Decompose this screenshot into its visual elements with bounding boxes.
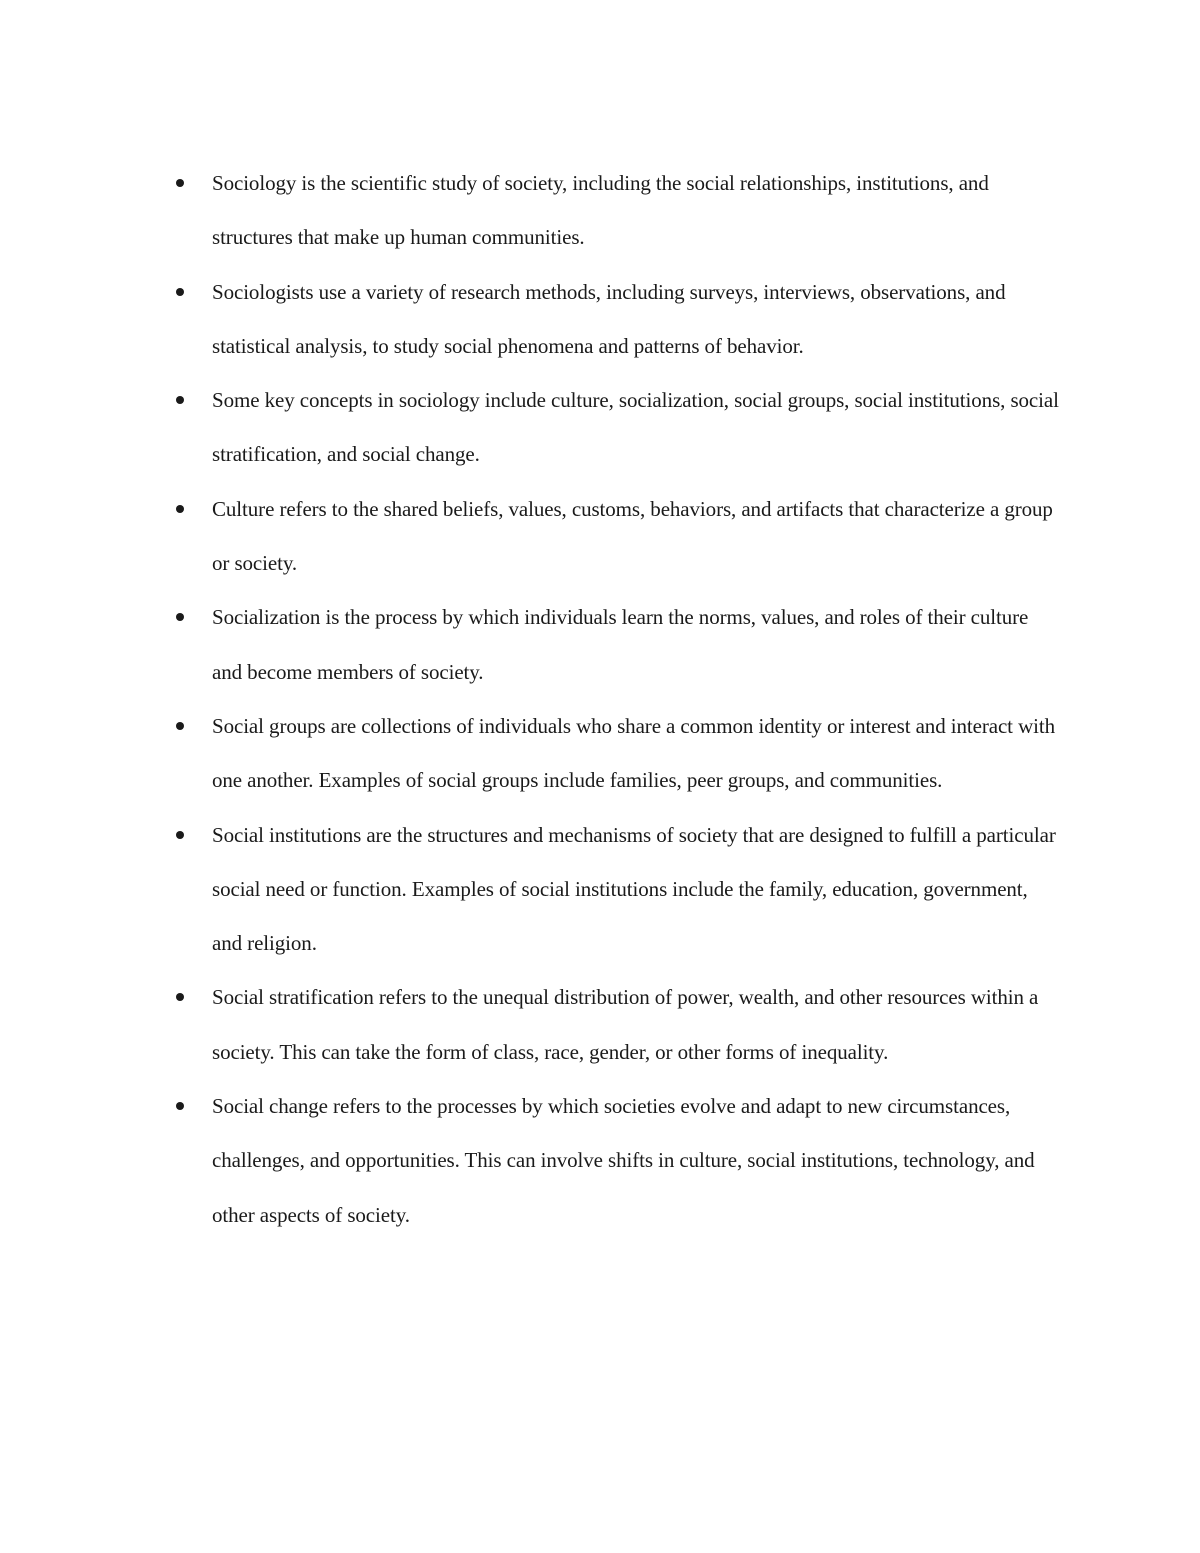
list-item-text: Sociology is the scientific study of society, including the social relationships, institutions, and structures that make up human communities. [212,171,989,250]
bullet-icon [176,613,184,621]
list-item-text: Social change refers to the processes by which societies evolve and adapt to new circumstances, challenges, and opportunities. This can involve shifts in culture, social institutions, technology, and other aspects of society. [212,1094,1035,1227]
list-item-text: Social institutions are the structures and mechanisms of society that are designed to fulfill a particular social need or function. Examples of social institutions include the family, education, government, and religion. [212,822,1056,956]
list-item [160,808,1060,971]
bullet-icon [176,722,184,730]
list-item-text: Culture refers to the shared beliefs, values, customs, behaviors, and artifacts that characterize a group or society. [212,496,1053,576]
list-item [160,156,1060,265]
list-item-text: Social groups are collections of individuals who share a common identity or interest and interact with one another. Examples of social groups include families, peer groups, and communities. [212,713,1055,793]
bullet-icon [176,505,184,513]
bullet-list [160,156,1060,1242]
list-item [160,373,1060,482]
list-item [160,699,1060,808]
bullet-icon [176,993,184,1001]
list-item [160,1079,1060,1242]
bullet-icon [176,179,184,187]
list-item [160,482,1060,591]
list-item-text: Social stratification refers to the unequal distribution of power, wealth, and other resources within a society. This can take the form of class, race, gender, or other forms of inequality. [212,985,1039,1064]
list-item-text: Some key concepts in sociology include culture, socialization, social groups, social institutions, social stratification, and social change. [212,388,1059,467]
list-item [160,970,1060,1079]
bullet-icon [176,1102,184,1110]
bullet-icon [176,831,184,839]
bullet-icon [176,396,184,404]
list-item [160,590,1060,699]
list-item-text: Sociologists use a variety of research methods, including surveys, interviews, observations, and statistical analysis, to study social phenomena and patterns of behavior. [212,279,1006,358]
list-item-text: Socialization is the process by which individuals learn the norms, values, and roles of their culture and become members of society. [212,605,1029,684]
list-item [160,265,1060,374]
bullet-icon [176,288,184,296]
